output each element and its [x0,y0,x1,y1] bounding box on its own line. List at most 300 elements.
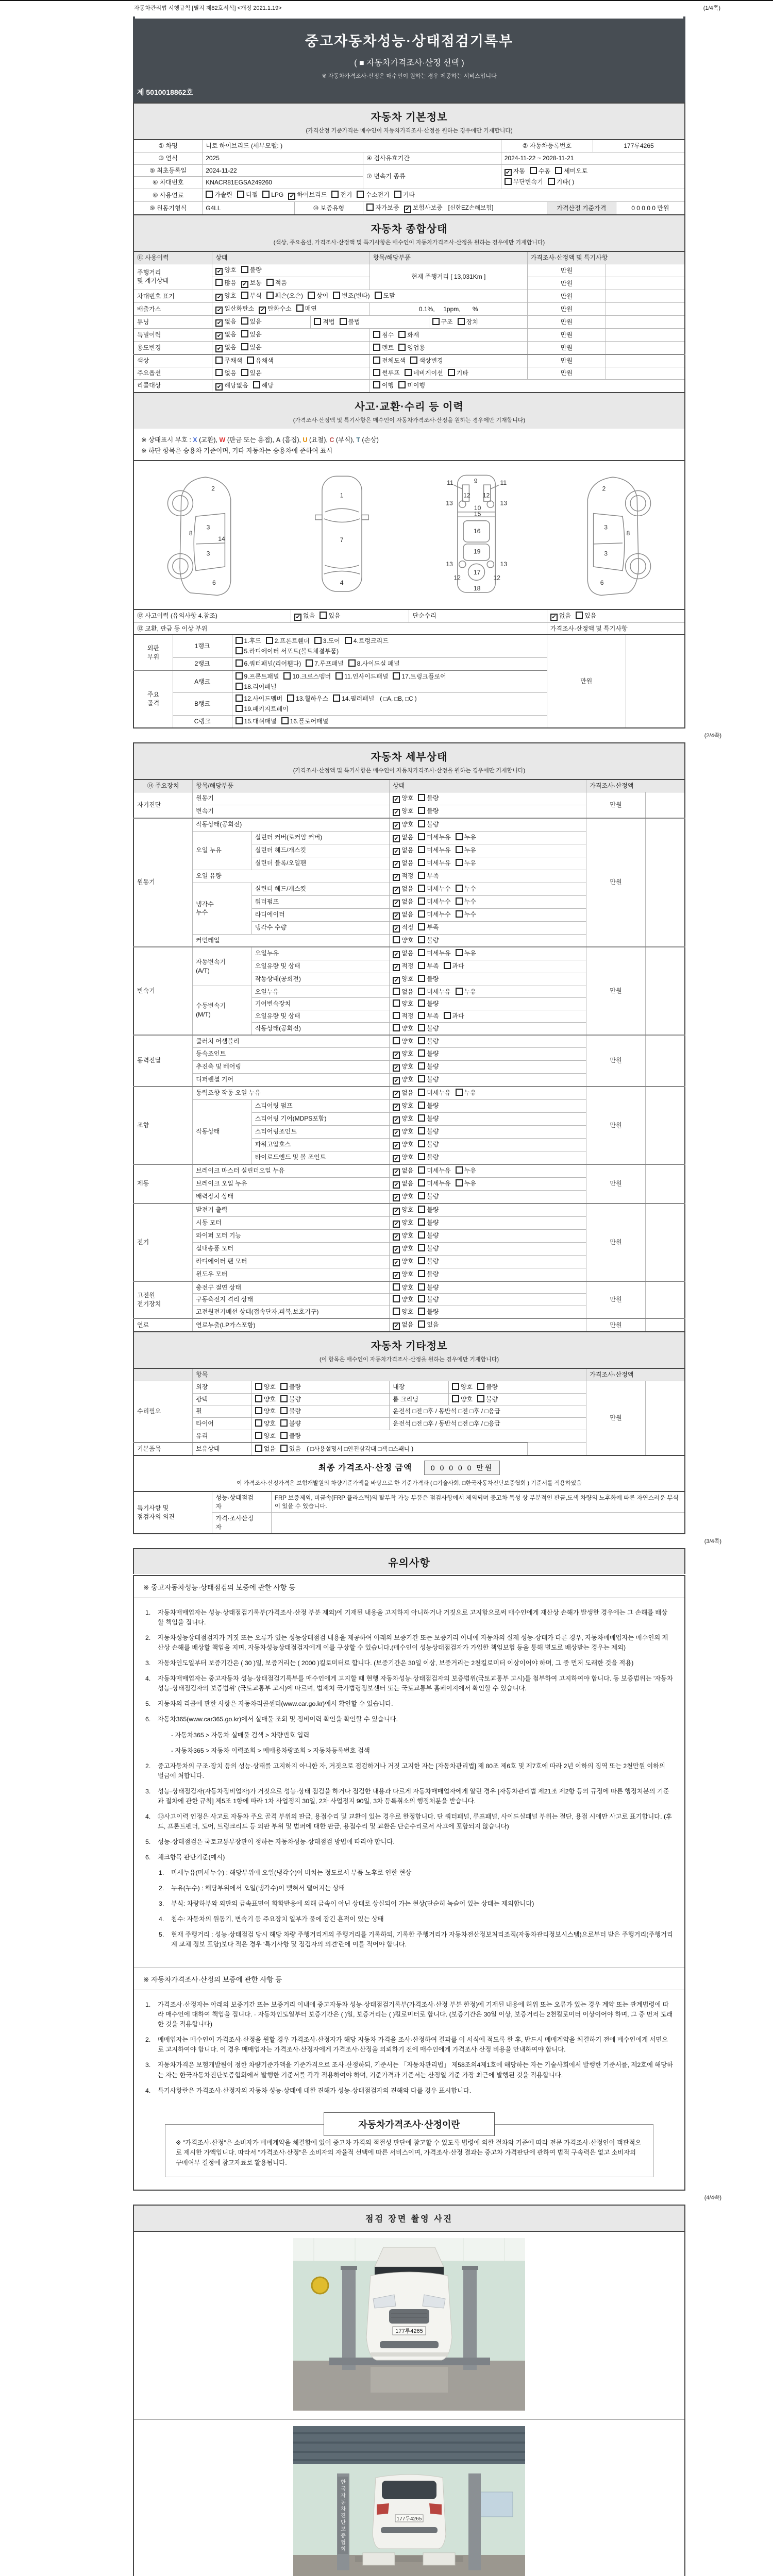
checkbox-group-cell[interactable] [232,716,547,728]
checkbox-option[interactable] [418,999,439,1008]
checkbox-option[interactable] [456,910,476,919]
checkbox-option[interactable] [241,317,262,326]
checkbox-option[interactable] [393,1089,413,1098]
checkbox-option[interactable] [320,612,340,620]
checkbox-option[interactable] [280,1432,301,1440]
checkbox-option[interactable] [393,1153,413,1162]
checkbox-option[interactable] [418,1231,439,1240]
unchecked-checkbox-icon[interactable] [393,936,400,943]
checkbox-option[interactable] [418,910,450,919]
checkbox-option[interactable] [418,988,450,996]
unchecked-checkbox-icon[interactable] [373,369,380,376]
checkbox-group-cell[interactable] [251,1443,527,1455]
checkbox-group-cell[interactable] [390,844,586,857]
checkbox-option[interactable] [373,344,394,352]
unchecked-checkbox-icon[interactable] [241,343,248,350]
checkbox-option[interactable] [255,1407,276,1416]
checkbox-group-cell[interactable] [390,883,586,895]
checked-checkbox-icon[interactable]: ✔ [393,1155,400,1162]
checkbox-group-cell[interactable] [390,818,586,832]
checkbox-option[interactable] [215,343,236,352]
checkbox-option[interactable] [335,672,388,681]
checkbox-option[interactable] [287,694,328,703]
checkbox-option[interactable] [215,357,242,365]
checkbox-option[interactable] [477,1395,498,1404]
checkbox-option[interactable] [393,1295,413,1304]
unchecked-checkbox-icon[interactable] [456,833,463,840]
checked-checkbox-icon[interactable]: ✔ [215,307,223,314]
checkbox-option[interactable] [215,279,236,287]
unchecked-checkbox-icon[interactable] [255,1395,262,1402]
checkbox-option[interactable] [418,885,450,893]
checked-checkbox-icon[interactable]: ✔ [550,614,558,621]
checkbox-option[interactable] [418,1012,439,1021]
unchecked-checkbox-icon[interactable] [236,683,243,690]
unchecked-checkbox-icon[interactable] [398,344,406,351]
checkbox-group-cell[interactable] [311,315,429,328]
checkbox-group-cell[interactable] [390,1255,586,1268]
checked-checkbox-icon[interactable]: ✔ [393,1259,400,1266]
checkbox-option[interactable] [262,191,283,199]
checked-checkbox-icon[interactable]: ✔ [393,1323,400,1330]
checkbox-group-cell[interactable] [390,805,586,818]
checkbox-option[interactable] [418,1206,439,1214]
checkbox-group-cell[interactable] [390,1268,586,1281]
checkbox-option[interactable] [393,988,413,996]
unchecked-checkbox-icon[interactable] [418,1295,425,1302]
checkbox-option[interactable] [418,833,450,842]
checkbox-option[interactable] [452,1383,473,1392]
checkbox-option[interactable] [418,794,439,803]
checkbox-option[interactable] [255,1395,276,1404]
checkbox-option[interactable] [418,1075,439,1084]
checkbox-group-cell[interactable] [390,1177,586,1190]
unchecked-checkbox-icon[interactable] [448,369,455,376]
unchecked-checkbox-icon[interactable] [418,988,425,995]
checkbox-group-cell[interactable] [369,354,527,367]
checkbox-option[interactable] [458,318,478,327]
unchecked-checkbox-icon[interactable] [456,910,463,918]
checkbox-option[interactable] [393,1218,413,1228]
checkbox-option[interactable] [418,936,439,945]
checked-checkbox-icon[interactable]: ✔ [393,1233,400,1241]
unchecked-checkbox-icon[interactable] [345,637,352,644]
checkbox-group-cell[interactable] [212,328,370,341]
unchecked-checkbox-icon[interactable] [418,833,425,840]
checkbox-option[interactable] [398,344,425,352]
checkbox-option[interactable] [393,820,413,829]
unchecked-checkbox-icon[interactable] [418,820,425,827]
unchecked-checkbox-icon[interactable] [373,331,380,338]
unchecked-checkbox-icon[interactable] [418,1179,425,1187]
checkbox-option[interactable] [394,191,415,199]
unchecked-checkbox-icon[interactable] [236,647,243,654]
checkbox-option[interactable] [398,331,419,340]
checkbox-option[interactable] [393,1012,413,1021]
checkbox-group-cell[interactable] [212,379,370,393]
unchecked-checkbox-icon[interactable] [306,659,313,667]
checkbox-option[interactable] [393,1320,413,1330]
checkbox-group-cell[interactable] [390,870,586,883]
unchecked-checkbox-icon[interactable] [576,612,583,619]
checkbox-group-cell[interactable] [203,189,685,202]
checkbox-group-cell[interactable] [369,367,527,379]
unchecked-checkbox-icon[interactable] [266,637,273,644]
checkbox-group-cell[interactable] [390,908,586,921]
unchecked-checkbox-icon[interactable] [393,1024,400,1031]
unchecked-checkbox-icon[interactable] [280,1395,288,1402]
unchecked-checkbox-icon[interactable] [375,292,382,299]
checkbox-option[interactable] [393,1166,413,1176]
unchecked-checkbox-icon[interactable] [255,1407,262,1414]
checkbox-option[interactable] [418,975,439,984]
checkbox-option[interactable] [393,672,446,681]
car-top-view-diagram[interactable] [281,466,402,603]
checkbox-option[interactable] [393,1062,413,1072]
car-left-side-diagram[interactable] [147,466,268,603]
checkbox-group-cell[interactable] [212,277,370,290]
unchecked-checkbox-icon[interactable] [505,178,512,185]
unchecked-checkbox-icon[interactable] [340,318,347,325]
checkbox-group-cell[interactable] [212,367,370,379]
checkbox-group-cell[interactable] [390,1010,586,1023]
unchecked-checkbox-icon[interactable] [418,1101,425,1109]
checkbox-option[interactable] [505,178,543,187]
checkbox-option[interactable] [373,369,400,378]
unchecked-checkbox-icon[interactable] [393,1308,400,1315]
checked-checkbox-icon[interactable]: ✔ [393,1272,400,1279]
checkbox-option[interactable] [281,717,329,726]
unchecked-checkbox-icon[interactable] [432,318,440,325]
checkbox-option[interactable] [314,637,340,646]
car-underbody-diagram[interactable] [416,466,537,603]
checkbox-option[interactable] [333,292,369,300]
checkbox-option[interactable] [456,859,476,868]
checkbox-group-cell[interactable] [390,998,586,1010]
checkbox-option[interactable] [215,330,236,340]
unchecked-checkbox-icon[interactable] [418,1127,425,1134]
unchecked-checkbox-icon[interactable] [418,1192,425,1199]
unchecked-checkbox-icon[interactable] [418,1244,425,1251]
unchecked-checkbox-icon[interactable] [418,859,425,866]
checkbox-option[interactable] [418,1101,439,1110]
checkbox-option[interactable] [393,846,413,855]
checked-checkbox-icon[interactable]: ✔ [393,1246,400,1253]
checkbox-option[interactable] [236,694,283,703]
unchecked-checkbox-icon[interactable] [456,885,463,892]
unchecked-checkbox-icon[interactable] [418,1283,425,1291]
checkbox-option[interactable] [418,1062,439,1071]
unchecked-checkbox-icon[interactable] [373,344,380,351]
checkbox-group-cell[interactable] [369,328,527,341]
checked-checkbox-icon[interactable]: ✔ [393,796,400,803]
checked-checkbox-icon[interactable]: ✔ [393,1129,400,1137]
checkbox-group-cell[interactable] [390,1216,586,1229]
checkbox-option[interactable] [418,1049,439,1058]
unchecked-checkbox-icon[interactable] [266,279,274,286]
checkbox-group-cell[interactable] [212,341,370,354]
checkbox-group-cell[interactable] [390,857,586,870]
checked-checkbox-icon[interactable]: ✔ [215,268,223,275]
checkbox-option[interactable] [448,369,468,378]
checkbox-option[interactable] [418,1024,439,1033]
checkbox-option[interactable] [456,988,476,996]
checkbox-option[interactable] [398,381,425,390]
checkbox-option[interactable] [206,191,232,199]
checkbox-group-cell[interactable] [212,264,370,277]
checkbox-group-cell[interactable] [390,1073,586,1087]
unchecked-checkbox-icon[interactable] [320,612,327,619]
unchecked-checkbox-icon[interactable] [418,846,425,853]
checkbox-group-cell[interactable] [390,1164,586,1178]
checkbox-group-cell[interactable] [390,831,586,844]
unchecked-checkbox-icon[interactable] [398,331,406,338]
checkbox-group-cell[interactable] [390,792,586,805]
unchecked-checkbox-icon[interactable] [418,1206,425,1213]
unchecked-checkbox-icon[interactable] [418,807,425,814]
unchecked-checkbox-icon[interactable] [418,1153,425,1160]
checked-checkbox-icon[interactable]: ✔ [393,835,400,842]
checked-checkbox-icon[interactable]: ✔ [393,1168,400,1176]
checkbox-option[interactable] [432,318,453,327]
checkbox-option[interactable] [418,1320,439,1329]
checkbox-option[interactable] [237,191,258,199]
checkbox-option[interactable] [215,369,236,378]
checkbox-group-cell[interactable] [232,670,547,693]
checkbox-option[interactable] [236,717,277,726]
checkbox-option[interactable] [418,1192,439,1201]
checked-checkbox-icon[interactable]: ✔ [393,964,400,971]
checked-checkbox-icon[interactable]: ✔ [393,1104,400,1111]
unchecked-checkbox-icon[interactable] [418,897,425,905]
unchecked-checkbox-icon[interactable] [236,694,243,702]
unchecked-checkbox-icon[interactable] [458,318,465,325]
checkbox-option[interactable] [357,191,389,199]
unchecked-checkbox-icon[interactable] [357,191,364,198]
unchecked-checkbox-icon[interactable] [236,705,243,712]
unchecked-checkbox-icon[interactable] [418,1089,425,1096]
checkbox-option[interactable] [418,1295,439,1304]
unchecked-checkbox-icon[interactable] [373,381,380,388]
unchecked-checkbox-icon[interactable] [418,1308,425,1315]
checkbox-option[interactable] [418,1114,439,1123]
checkbox-option[interactable] [241,369,262,378]
checked-checkbox-icon[interactable]: ✔ [393,809,400,816]
checkbox-group-cell[interactable] [291,609,409,623]
checkbox-option[interactable] [550,612,571,621]
checked-checkbox-icon[interactable]: ✔ [393,925,400,933]
unchecked-checkbox-icon[interactable] [314,318,321,325]
checkbox-option[interactable] [393,999,413,1008]
unchecked-checkbox-icon[interactable] [456,1166,463,1174]
checkbox-group-cell[interactable] [390,1023,586,1035]
unchecked-checkbox-icon[interactable] [418,999,425,1007]
checkbox-group-cell[interactable] [212,315,311,328]
checkbox-group-cell[interactable] [501,164,685,189]
checkbox-option[interactable] [456,1179,476,1188]
checkbox-group-cell[interactable] [390,921,586,934]
checkbox-group-cell[interactable] [390,1242,586,1255]
checkbox-option[interactable] [296,304,317,313]
unchecked-checkbox-icon[interactable] [418,794,425,801]
checkbox-option[interactable] [236,683,277,691]
checkbox-option[interactable] [393,962,413,971]
unchecked-checkbox-icon[interactable] [255,1445,262,1452]
checked-checkbox-icon[interactable]: ✔ [393,951,400,958]
checkbox-option[interactable] [393,1231,413,1241]
unchecked-checkbox-icon[interactable] [555,167,562,174]
checkbox-group-cell[interactable] [390,1035,586,1047]
unchecked-checkbox-icon[interactable] [418,885,425,892]
unchecked-checkbox-icon[interactable] [280,1419,288,1427]
checkbox-group-cell[interactable] [390,973,586,986]
checkbox-option[interactable] [456,1089,476,1097]
unchecked-checkbox-icon[interactable] [393,1283,400,1291]
checkbox-option[interactable] [393,872,413,881]
final-price-amount[interactable]: 0 0 0 0 0 만원 [424,1461,500,1475]
checkbox-option[interactable] [505,167,525,176]
checkbox-option[interactable] [348,659,400,668]
unchecked-checkbox-icon[interactable] [418,1012,425,1019]
unchecked-checkbox-icon[interactable] [241,330,248,337]
checked-checkbox-icon[interactable]: ✔ [393,1064,400,1072]
unchecked-checkbox-icon[interactable] [393,1295,400,1302]
checkbox-option[interactable] [373,381,394,390]
checked-checkbox-icon[interactable]: ✔ [393,900,400,907]
unchecked-checkbox-icon[interactable] [236,717,243,724]
checkbox-option[interactable] [418,897,450,906]
checkbox-option[interactable] [418,1140,439,1149]
checkbox-group-cell[interactable] [429,315,527,328]
checkbox-option[interactable] [393,1283,413,1292]
unchecked-checkbox-icon[interactable] [418,1257,425,1264]
checkbox-option[interactable] [456,885,476,893]
checkbox-group-cell[interactable] [390,960,586,973]
checkbox-option[interactable] [280,1395,301,1404]
unchecked-checkbox-icon[interactable] [333,694,340,702]
unchecked-checkbox-icon[interactable] [280,1383,288,1390]
checkbox-option[interactable] [375,292,395,300]
checkbox-option[interactable] [576,612,596,620]
unchecked-checkbox-icon[interactable] [215,279,223,286]
checkbox-option[interactable] [345,637,389,646]
checkbox-option[interactable] [418,807,439,816]
checkbox-option[interactable] [555,167,587,176]
unchecked-checkbox-icon[interactable] [280,1445,288,1452]
checkbox-group-cell[interactable] [390,1047,586,1060]
checkbox-group-cell[interactable] [390,1306,586,1318]
checkbox-option[interactable] [393,1179,413,1189]
unchecked-checkbox-icon[interactable] [444,1012,451,1019]
checkbox-option[interactable] [266,292,303,300]
checkbox-option[interactable] [280,1407,301,1416]
checkbox-option[interactable] [530,167,550,176]
unchecked-checkbox-icon[interactable] [236,672,243,680]
unchecked-checkbox-icon[interactable] [418,1114,425,1122]
unchecked-checkbox-icon[interactable] [393,999,400,1007]
checkbox-option[interactable] [393,1037,413,1046]
checkbox-option[interactable] [393,1101,413,1111]
unchecked-checkbox-icon[interactable] [418,1037,425,1044]
checkbox-option[interactable] [255,1383,276,1392]
unchecked-checkbox-icon[interactable] [241,292,248,299]
unchecked-checkbox-icon[interactable] [215,369,223,376]
checkbox-option[interactable] [456,949,476,958]
checkbox-option[interactable] [308,292,328,300]
checkbox-option[interactable] [456,846,476,855]
checkbox-group-cell[interactable] [390,1112,586,1125]
checkbox-option[interactable] [393,1114,413,1124]
checkbox-option[interactable] [418,1179,450,1188]
checkbox-option[interactable] [294,612,315,621]
checked-checkbox-icon[interactable]: ✔ [393,822,400,829]
checkbox-group-cell[interactable] [547,609,685,623]
unchecked-checkbox-icon[interactable] [348,659,356,667]
checked-checkbox-icon[interactable]: ✔ [393,1052,400,1059]
checkbox-option[interactable] [280,1383,301,1392]
checkbox-option[interactable] [255,1432,276,1440]
checkbox-option[interactable] [444,962,464,971]
checkbox-option[interactable] [393,1192,413,1201]
checkbox-option[interactable] [418,859,450,868]
unchecked-checkbox-icon[interactable] [418,910,425,918]
checkbox-group-cell[interactable] [390,895,586,908]
checkbox-group-cell[interactable] [390,1229,586,1242]
unchecked-checkbox-icon[interactable] [456,988,463,995]
unchecked-checkbox-icon[interactable] [418,1049,425,1057]
unchecked-checkbox-icon[interactable] [393,988,400,995]
checkbox-option[interactable] [393,1257,413,1266]
checkbox-group-cell[interactable] [390,1138,586,1151]
checkbox-option[interactable] [331,191,352,199]
unchecked-checkbox-icon[interactable] [308,292,315,299]
unchecked-checkbox-icon[interactable] [247,357,254,364]
checkbox-option[interactable] [393,1075,413,1084]
checked-checkbox-icon[interactable]: ✔ [393,1208,400,1215]
checkbox-option[interactable] [393,833,413,842]
checked-checkbox-icon[interactable]: ✔ [288,193,295,200]
unchecked-checkbox-icon[interactable] [266,292,274,299]
checkbox-option[interactable] [393,949,413,958]
unchecked-checkbox-icon[interactable] [283,672,291,680]
checked-checkbox-icon[interactable]: ✔ [215,294,223,301]
checkbox-option[interactable] [418,820,439,829]
checkbox-option[interactable] [283,672,331,681]
checkbox-option[interactable] [393,923,413,933]
checkbox-option[interactable] [418,846,450,855]
unchecked-checkbox-icon[interactable] [393,672,400,680]
unchecked-checkbox-icon[interactable] [253,381,260,388]
checkbox-option[interactable] [241,266,262,275]
checkbox-option[interactable] [548,178,575,187]
unchecked-checkbox-icon[interactable] [405,369,412,376]
checkbox-option[interactable] [410,357,443,365]
checked-checkbox-icon[interactable]: ✔ [393,848,400,855]
unchecked-checkbox-icon[interactable] [418,1024,425,1031]
unchecked-checkbox-icon[interactable] [418,975,425,982]
checkbox-group-cell[interactable] [232,657,547,670]
unchecked-checkbox-icon[interactable] [215,357,223,364]
checkbox-group-cell[interactable] [390,934,586,946]
unchecked-checkbox-icon[interactable] [477,1395,484,1402]
checkbox-option[interactable] [241,343,262,352]
checkbox-option[interactable] [393,1270,413,1279]
checkbox-option[interactable] [393,1140,413,1149]
unchecked-checkbox-icon[interactable] [314,637,322,644]
unchecked-checkbox-icon[interactable] [280,1432,288,1439]
unchecked-checkbox-icon[interactable] [456,1089,463,1096]
checkbox-option[interactable] [393,1244,413,1253]
